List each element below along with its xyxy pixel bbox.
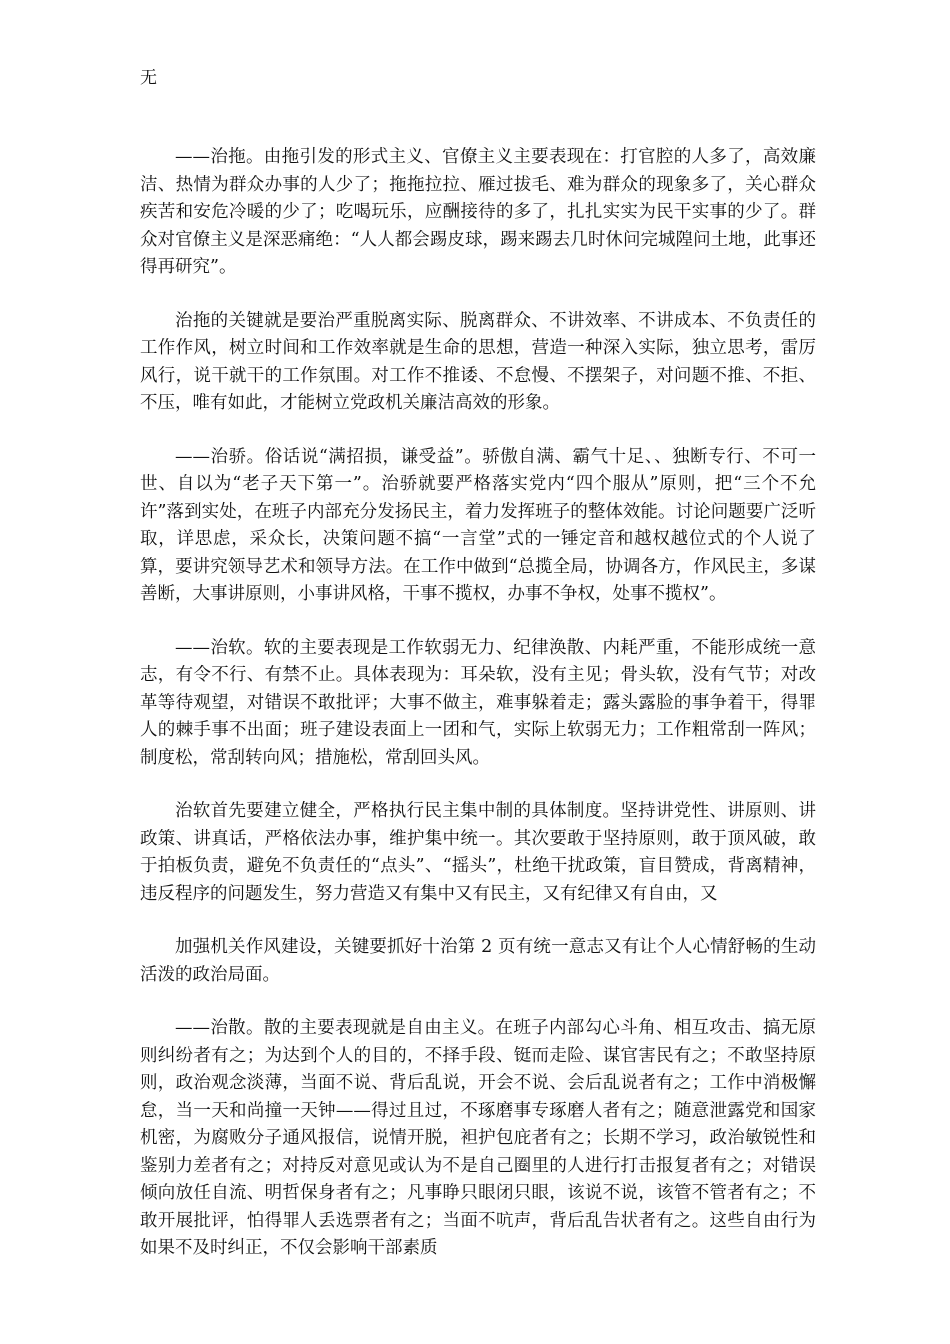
paragraph-zhi-ruan: ——治软。软的主要表现是工作软弱无力、纪律涣散、内耗严重，不能形成统一意志，有令不行、有禁不止。具体表现为：耳朵软，没有主见；骨头软，没有气节；对改革等待观望，对错误不敢批评；大事不做主，难事躲着走；露头露脸的事争着干，得罪人的棘手事不出面；班子建设表面上一团和气，实际上软弱无力；工作粗常刮一阵风；制度松，常刮转向风；措施松，常刮回头风。 (140, 637, 816, 768)
paragraph-page-break-continuation: 加强机关作风建设，关键要抓好十治第 2 页有统一意志又有让个人心情舒畅的生动活泼的政治局面。 (140, 937, 816, 985)
paragraph-zhi-san: ——治散。散的主要表现就是自由主义。在班子内部勾心斗角、相互攻击、搞无原则纠纷者有之；为达到个人的目的，不择手段、铤而走险、谋官害民有之；不敢坚持原则，政治观念淡薄，当面不说、背后乱说，开会不说、会后乱说者有之；工作中消极懈怠，当一天和尚撞一天钟——得过且过，不琢磨事专琢磨人者有之；随意泄露党和国家机密，为腐败分子通风报信，说情开脱，袒护包庇者有之；长期不学习，政治敏锐性和鉴别力差者有之；对持反对意见或认为不是自己圈里的人进行打击报复者有之；对错误倾向放任自流、明哲保身者有之；凡事睁只眼闭只眼，该说不说，该管不管者有之；不敢开展批评，怕得罪人丢选票者有之；当面不吭声，背后乱告状者有之。这些自由行为如果不及时纠正，不仅会影响干部素质 (140, 1018, 816, 1258)
paragraph-zhi-tuo: ——治拖。由拖引发的形式主义、官僚主义主要表现在：打官腔的人多了，高效廉洁、热情为群众办事的人少了；拖拖拉拉、雁过拔毛、难为群众的现象多了，关心群众疾苦和安危冷暖的少了；吃喝玩乐，应酬接待的多了，扎扎实实为民干实事的少了。群众对官僚主义是深恶痛绝：“人人都会踢皮球，踢来踢去几时休问完城隍问土地，此事还得再研究”。 (140, 147, 816, 277)
paragraph-zhi-ruan-method: 治软首先要建立健全，严格执行民主集中制的具体制度。坚持讲党性、讲原则、讲政策、讲真话，严格依法办事，维护集中统一。其次要敢于坚持原则，敢于顶风破，敢于拍板负责，避免不负责任的“点头”、“摇头”，杜绝干扰政策，盲目赞成，背离精神，违反程序的问题发生，努力营造又有集中又有民主，又有纪律又有自由，又 (140, 801, 816, 904)
paragraph-zhi-tuo-key: 治拖的关键就是要治严重脱离实际、脱离群众、不讲效率、不讲成本、不负责任的工作作风，树立时间和工作效率就是生命的思想，营造一种深入实际，独立思考，雷厉风行，说干就干的工作氛围。对工作不推诿、不怠慢、不摆架子，对问题不推、不拒、不压，唯有如此，才能树立党政机关廉洁高效的形象。 (140, 310, 816, 413)
document-body (140, 144, 816, 1289)
header-mark: 无 (140, 68, 157, 88)
paragraph-zhi-jiao: ——治骄。俗话说“满招损，谦受益”。骄傲自满、霸气十足、、独断专行、不可一世、自以为“老子天下第一”。治骄就要严格落实党内“四个服从”原则，把“三个不允许”落到实处，在班子内部充分发扬民主，着力发挥班子的整体效能。讨论问题要广泛听取，详思虑，采众长，决策问题不搞“一言堂”式的一锤定音和越权越位式的个人说了算，要讲究领导艺术和领导方法。在工作中做到“总揽全局，协调各方，作风民主，多谋善断，大事讲原则，小事讲风格，干事不揽权，办事不争权，处事不揽权”。 (140, 446, 816, 604)
